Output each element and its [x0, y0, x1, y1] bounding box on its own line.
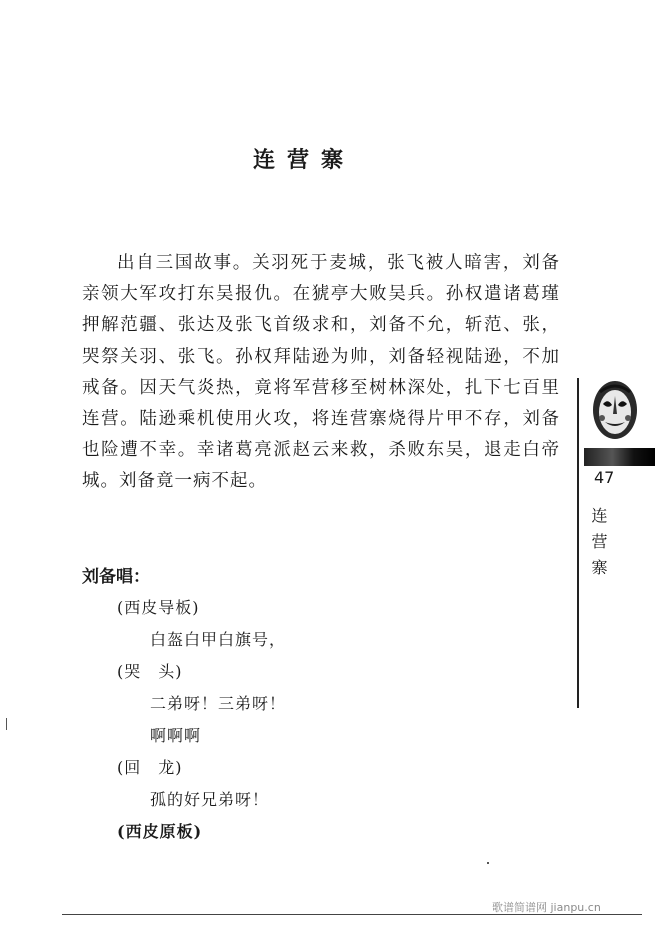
lyric-line: 白盔白甲白旗号， [150, 630, 287, 649]
scan-mark [6, 718, 7, 730]
vertical-running-title: 连营寨 [589, 507, 608, 585]
watermark: 歌谱简谱网 jianpu.cn [492, 901, 601, 914]
page-number: 47 [594, 468, 615, 487]
aria-cue: (回 龙) [117, 758, 183, 777]
aria-cue: (哭 头) [117, 662, 183, 681]
synopsis-paragraph: 出自三国故事。关羽死于麦城，张飞被人暗害，刘备亲领大军攻打东吴报仇。在猇亭大败吴兵。孙权遣诸葛瑾押解范疆、张达及张飞首级求和，刘备不允，斩范、张，哭祭关羽、张飞。孙权拜陆逊为帅，刘备轻视陆逊，不加戒备。因天气炎热，竟将军营移至树林深处，扎下七百里连营。陆逊乘机使用火攻，将连营寨烧得片甲不存，刘备也险遭不幸。幸诸葛亮派赵云来救，杀败东吴，退走白帝城。刘备竟一病不起。 [82, 253, 560, 492]
page-title: 连营寨 [253, 147, 356, 173]
margin-bar [584, 448, 655, 466]
lyric-line: 孤的好兄弟呀！ [150, 790, 270, 809]
aria-cue: (西皮原板) [117, 822, 203, 841]
singer-label: 刘备唱： [82, 567, 150, 587]
lyric-line: 二弟呀！三弟呀！ [150, 694, 287, 713]
margin-rule [577, 378, 579, 708]
opera-mask-icon [590, 378, 640, 442]
scan-speck [487, 862, 489, 864]
lyrics-block [117, 592, 286, 848]
lyric-line: 啊啊啊 [150, 726, 202, 745]
aria-cue: (西皮导板) [117, 598, 200, 617]
